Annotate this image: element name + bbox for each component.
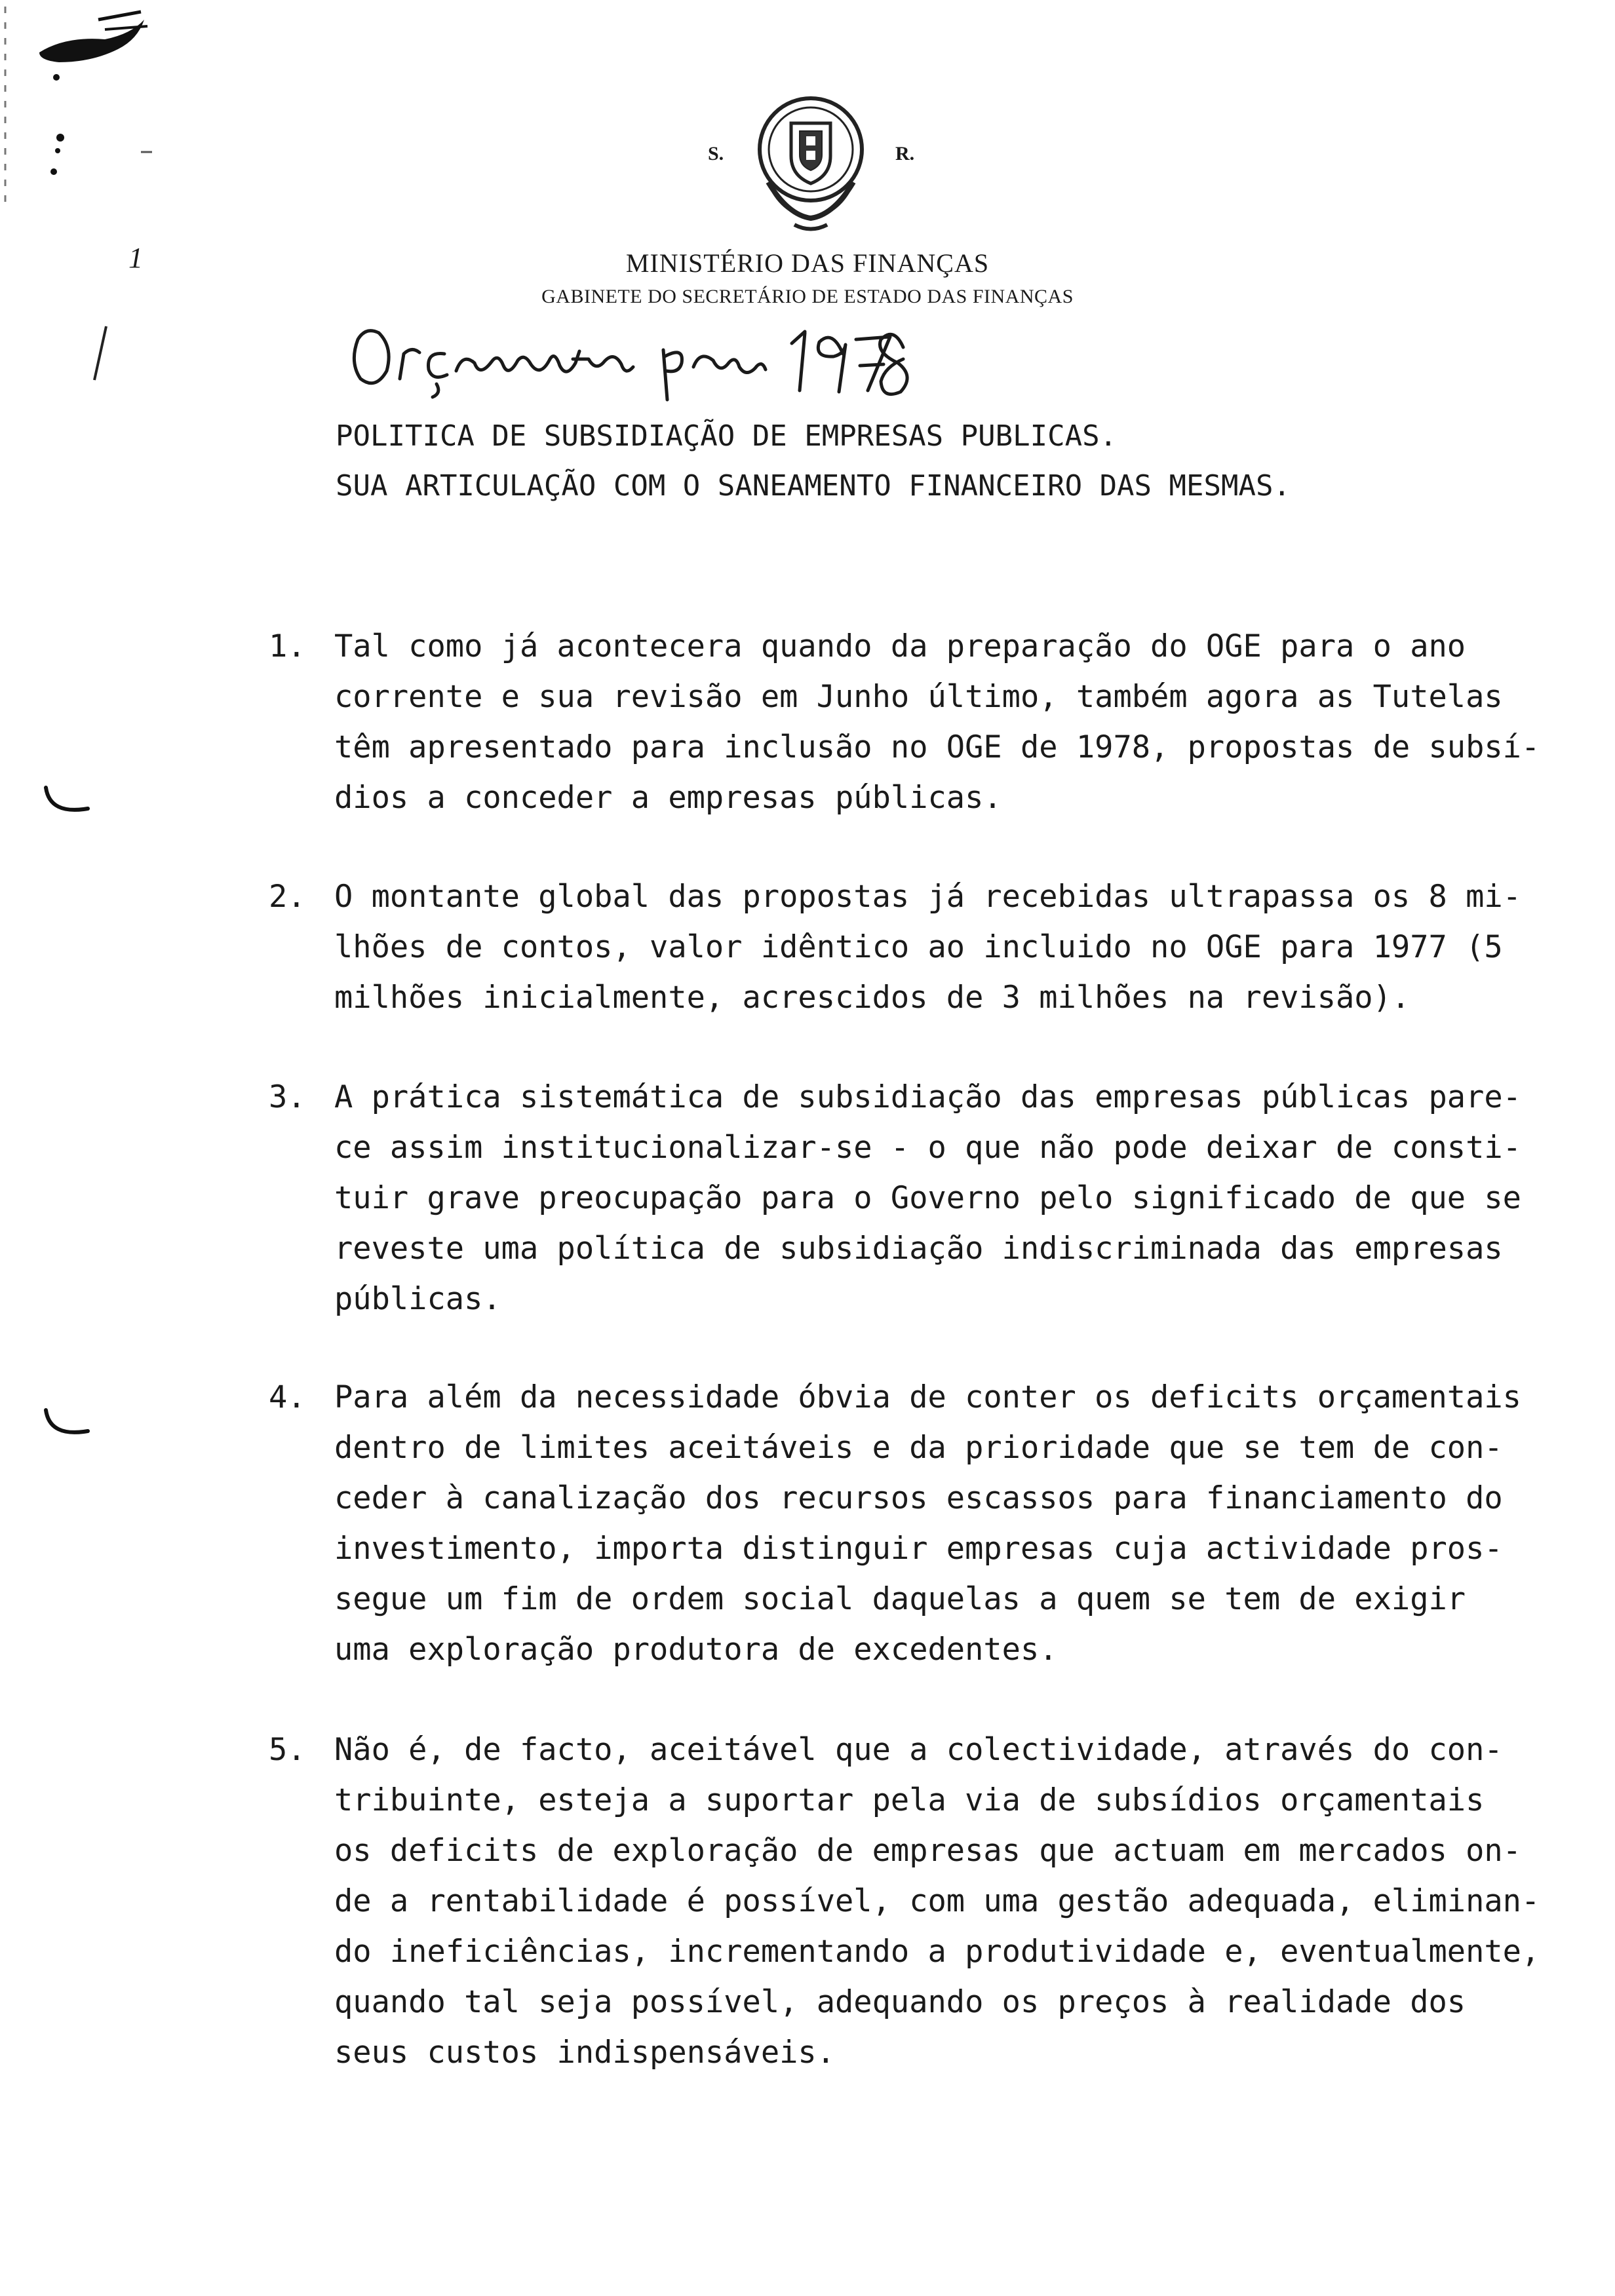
paragraph-line: A prática sistemática de subsidiação das empresas públicas pare- [334,1079,1521,1115]
document-title [336,411,1291,511]
paragraph-2 [269,871,1612,1023]
handwritten-note [346,313,923,411]
paragraph-1 [269,621,1612,823]
paragraph-line: de a rentabilidade é possível, com uma gestão adequada, eliminan- [334,1883,1540,1919]
paragraph-line: dios a conceder a empresas públicas. [334,780,1002,816]
paragraph-line: corrente e sua revisão em Junho último, também agora as Tutelas [334,679,1503,715]
cabinet-name: GABINETE DO SECRETÁRIO DE ESTADO DAS FINANÇAS [541,286,1074,307]
paragraph-number: 2. [269,879,306,915]
paragraph-line: do ineficiências, incrementando a produtividade e, eventualmente, [334,1934,1540,1970]
letterhead-r-label: R. [895,143,915,164]
staple-mark [0,0,197,210]
paragraph-number: 1. [269,628,306,664]
coat-of-arms-seal [742,84,880,236]
paragraph-5 [269,1725,1612,2078]
paragraph-line: os deficits de exploração de empresas que actuam em mercados on- [334,1833,1521,1869]
paragraph-line: dentro de limites aceitáveis e da prioridade que se tem de con- [334,1430,1503,1466]
paragraph-number: 3. [269,1079,306,1115]
margin-curve-mark [37,780,96,826]
paragraph-line: milhões inicialmente, acrescidos de 3 milhões na revisão). [334,980,1411,1016]
paragraph-line: investimento, importa distinguir empresas cuja actividade pros- [334,1531,1503,1567]
paragraph-line: quando tal seja possível, adequando os preços à realidade dos [334,1984,1466,2020]
paragraph-4 [269,1372,1612,1675]
paragraph-line: Para além da necessidade óbvia de conter os deficits orçamentais [334,1379,1521,1415]
paragraph-number: 5. [269,1732,306,1768]
margin-slash-mark [85,321,118,387]
ministry-name: MINISTÉRIO DAS FINANÇAS [625,248,990,278]
paragraph-line: Não é, de facto, aceitável que a colectividade, através do con- [334,1732,1503,1768]
paragraph-line: segue um fim de ordem social daquelas a quem se tem de exigir [334,1581,1466,1617]
title-line: POLITICA DE SUBSIDIAÇÃO DE EMPRESAS PUBLICAS. [336,419,1118,453]
paragraph-line: têm apresentado para inclusão no OGE de 1978, propostas de subsí- [334,729,1540,765]
paragraph-number: 4. [269,1379,306,1415]
paragraph-line: ce assim institucionalizar-se - o que não pode deixar de consti- [334,1130,1521,1166]
paragraph-line: Tal como já acontecera quando da preparação do OGE para o ano [334,628,1466,664]
paragraph-line: lhões de contos, valor idêntico ao incluido no OGE para 1977 (5 [334,929,1503,965]
paragraph-line: uma exploração produtora de excedentes. [334,1632,1058,1668]
paragraph-line: reveste uma política de subsidiação indiscriminada das empresas [334,1231,1503,1267]
paragraph-line: tuir grave preocupação para o Governo pelo significado de que se [334,1180,1521,1216]
paragraph-line: seus custos indispensáveis. [334,2035,836,2071]
margin-number-mark: 1 [128,242,143,274]
title-line: SUA ARTICULAÇÃO COM O SANEAMENTO FINANCEIRO DAS MESMAS. [336,469,1291,503]
margin-curve-mark [37,1402,96,1448]
paragraph-3 [269,1072,1612,1324]
paragraph-line: tribuinte, esteja a suportar pela via de subsídios orçamentais [334,1782,1485,1818]
letterhead-s-label: S. [708,143,724,164]
paragraph-line: públicas. [334,1281,501,1317]
paragraph-line: ceder à canalização dos recursos escassos para financiamento do [334,1480,1503,1516]
paragraph-line: O montante global das propostas já recebidas ultrapassa os 8 mi- [334,879,1521,915]
